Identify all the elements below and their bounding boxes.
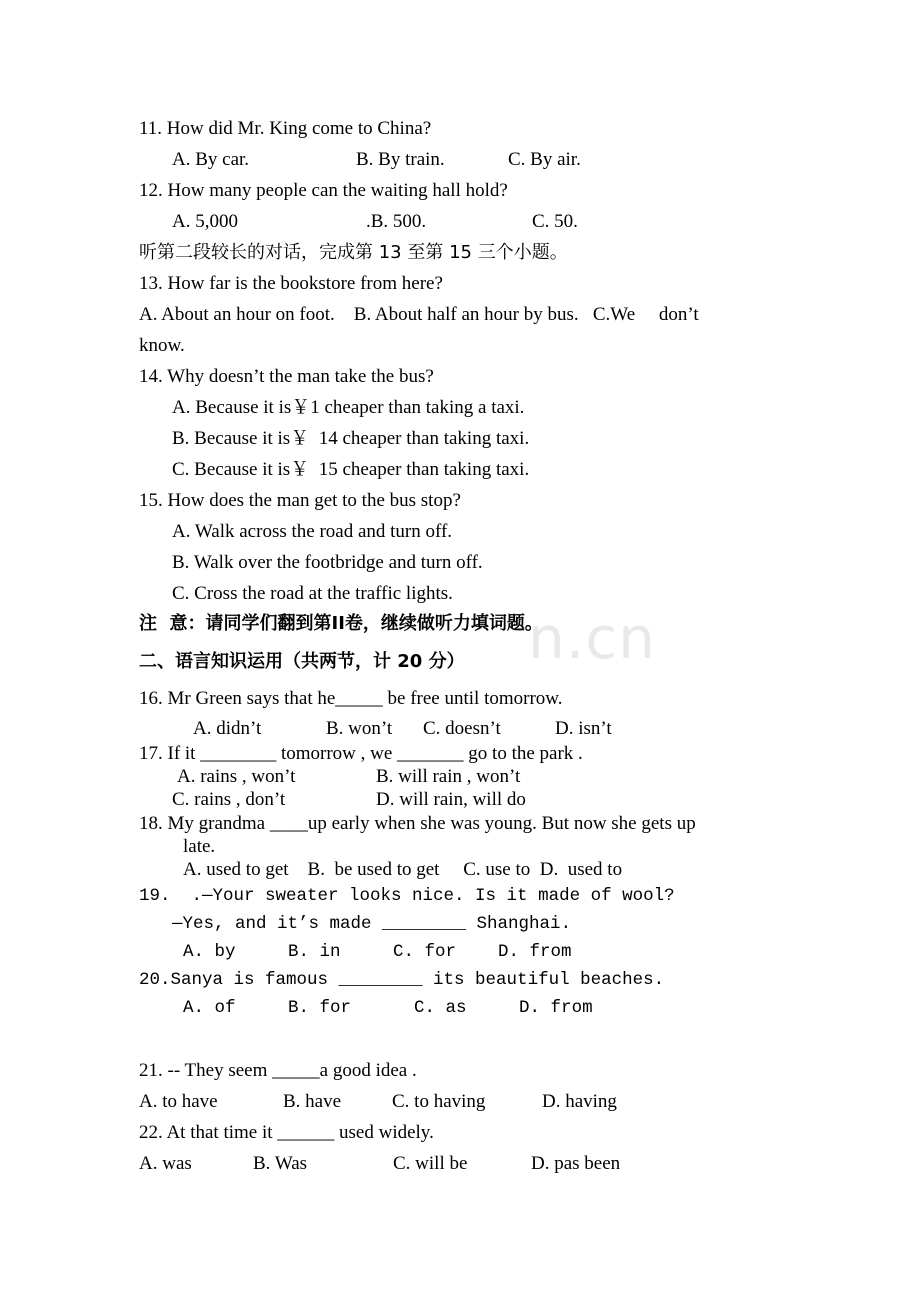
q12-option-b: .B. 500.: [366, 211, 427, 232]
question-21: 21. -- They seem _____a good idea .: [139, 1060, 417, 1081]
q18-cont: late.: [183, 836, 216, 857]
question-17: 17. If it ________ tomorrow , we _______ go to the park .: [139, 743, 583, 764]
q21-option-b: B. have: [283, 1091, 342, 1112]
q14-option-b: B. Because it is￥ 14 cheaper than taking taxi.: [172, 428, 530, 449]
section-2-heading: 二、语言知识运用（共两节，计 20 分）: [139, 651, 465, 672]
q21-option-a: A. to have: [139, 1091, 218, 1112]
q20-options: A. of B. for C. as D. from: [183, 998, 593, 1018]
q22-option-d: D. pas been: [531, 1153, 621, 1174]
q16-option-b: B. won’t: [326, 718, 393, 739]
q19-options: A. by B. in C. for D. from: [183, 942, 572, 962]
question-20: 20.Sanya is famous ________ its beautiful beaches.: [139, 970, 665, 990]
q21-option-d: D. having: [542, 1091, 617, 1112]
notice-line: 注 意：请同学们翻到第II卷，继续做听力填词题。: [139, 613, 543, 634]
q22-option-a: A. was: [139, 1153, 192, 1174]
question-18: 18. My grandma ____up early when she was young. But now she gets up: [139, 813, 696, 834]
instruction-dialog-2: 听第二段较长的对话，完成第 13 至第 15 三个小题。: [139, 242, 568, 263]
q11-option-b: B. By train.: [356, 149, 445, 170]
q17-option-c: C. rains , don’t: [172, 789, 286, 810]
q16-option-a: A. didn’t: [193, 718, 262, 739]
q22-option-c: C. will be: [393, 1153, 468, 1174]
question-12: 12. How many people can the waiting hall hold?: [139, 180, 508, 201]
q15-option-c: C. Cross the road at the traffic lights.: [172, 583, 453, 604]
q12-option-c: C. 50.: [532, 211, 578, 232]
q22-option-b: B. Was: [253, 1153, 308, 1174]
q12-option-a: A. 5,000: [172, 211, 238, 232]
q17-option-b: B. will rain , won’t: [376, 766, 521, 787]
question-13: 13. How far is the bookstore from here?: [139, 273, 443, 294]
q11-option-a: A. By car.: [172, 149, 250, 170]
q17-option-d: D. will rain, will do: [376, 789, 526, 810]
watermark: n.cn: [528, 604, 656, 672]
q11-option-c: C. By air.: [508, 149, 581, 170]
q13-options-cont: know.: [139, 335, 185, 356]
q19-response: —Yes, and it’s made ________ Shanghai.: [172, 914, 572, 934]
q15-option-b: B. Walk over the footbridge and turn off.: [172, 552, 483, 573]
question-11: 11. How did Mr. King come to China?: [139, 118, 432, 139]
q18-options: A. used to get B. be used to get C. use to D. used to: [183, 859, 623, 880]
q21-option-c: C. to having: [392, 1091, 486, 1112]
question-15: 15. How does the man get to the bus stop?: [139, 490, 461, 511]
q16-option-c: C. doesn’t: [423, 718, 501, 739]
q14-option-c: C. Because it is￥ 15 cheaper than taking taxi.: [172, 459, 530, 480]
question-14: 14. Why doesn’t the man take the bus?: [139, 366, 434, 387]
question-22: 22. At that time it ______ used widely.: [139, 1122, 434, 1143]
q13-options: A. About an hour on foot. B. About half an hour by bus. C.We don’t: [139, 304, 699, 325]
question-19: 19. .—Your sweater looks nice. Is it made of wool?: [139, 886, 675, 906]
q15-option-a: A. Walk across the road and turn off.: [172, 521, 453, 542]
q17-option-a: A. rains , won’t: [177, 766, 296, 787]
question-16: 16. Mr Green says that he_____ be free until tomorrow.: [139, 688, 563, 709]
q14-option-a: A. Because it is￥1 cheaper than taking a taxi.: [172, 397, 525, 418]
q16-option-d: D. isn’t: [555, 718, 612, 739]
